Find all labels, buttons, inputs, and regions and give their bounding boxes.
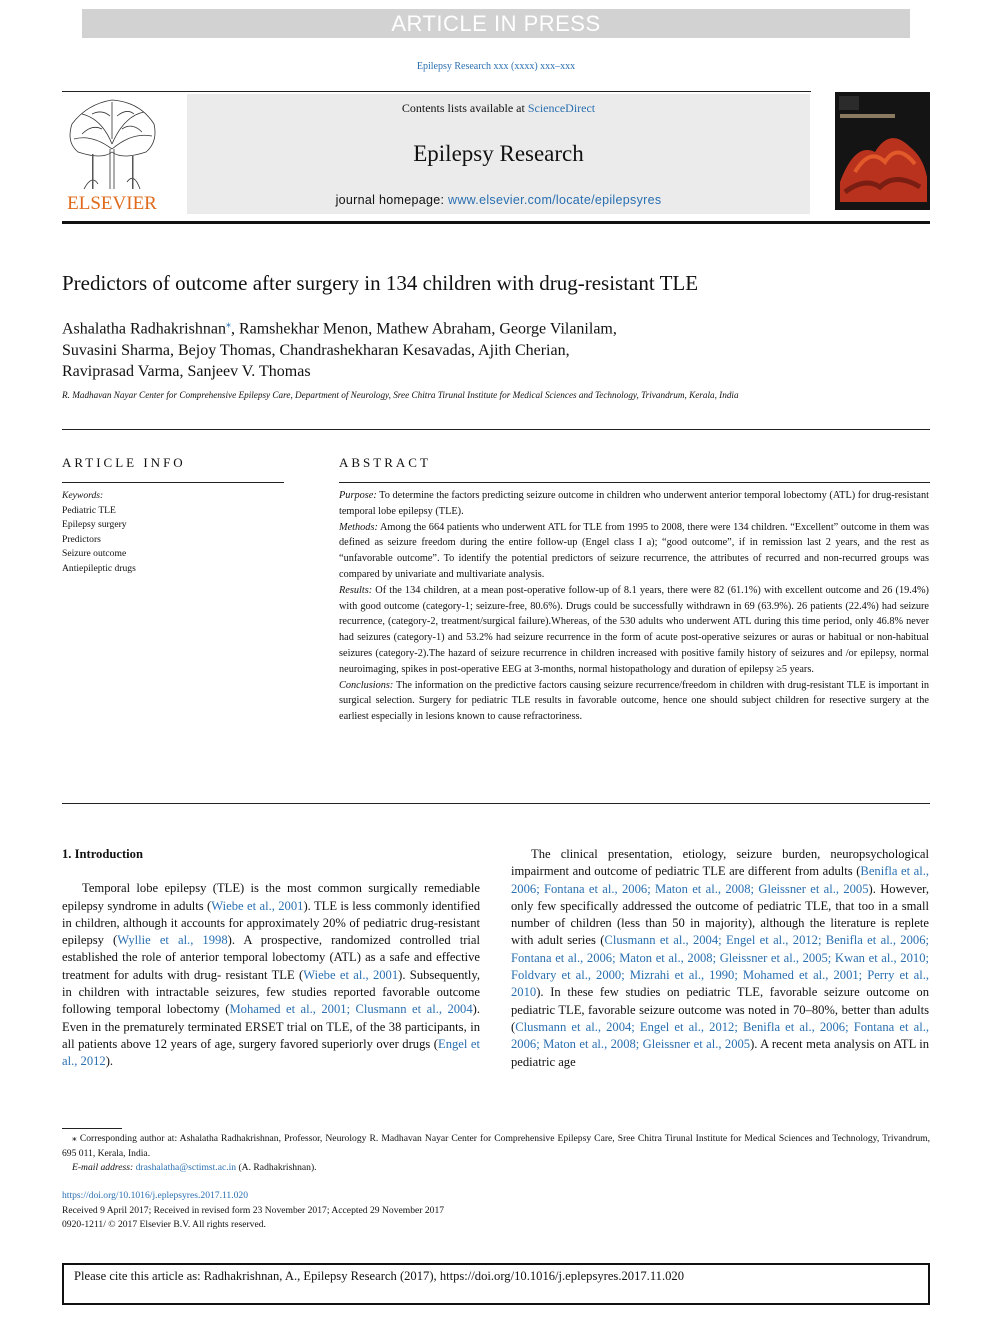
publication-info: [62, 1189, 444, 1233]
coauthors-line-1: , Ramshekhar Menon, Mathew Abraham, George Vilanilam,: [230, 320, 617, 338]
keyword-item: Seizure outcome: [62, 548, 127, 559]
text-run: ). TLE is less commonly identified in children, although it accounts for approximately 20% of pediatric drug-resistant epilepsy (: [62, 898, 480, 948]
journal-homepage: [187, 193, 810, 207]
abstract-heading: ABSTRACT: [339, 455, 431, 470]
reference-link[interactable]: Wiebe et al., 2001: [303, 967, 399, 982]
abstract-conclusions: [339, 678, 929, 725]
doi-link[interactable]: https://doi.org/10.1016/j.eplepsyres.2017.11.020: [62, 1190, 249, 1201]
abstract-purpose: [339, 488, 929, 520]
email-label: E-mail address:: [72, 1162, 136, 1173]
author-list: [62, 314, 922, 383]
purpose-text: To determine the factors predicting seizure outcome in children who underwent anterior temporal lobectomy (ATL) for drug-resistant temporal lobe epilepsy (TLE).: [339, 490, 929, 517]
header-rule: [62, 91, 811, 92]
text-run: ).: [105, 1054, 114, 1069]
text-run: ). A recent meta analysis on ATL in pediatric age: [511, 1037, 929, 1069]
journal-cover-image: [835, 92, 930, 210]
abstract-body: [339, 488, 929, 725]
text-run: ). A prospective, randomized controlled trial established the role of anterior temporal lobectomy (ATL) as a safe and effective treatment for adults with drug- resistant TLE (: [62, 933, 480, 982]
contents-prefix: Contents lists available at: [401, 101, 528, 115]
reference-link[interactable]: Engel et al., 2012: [62, 1036, 480, 1069]
introduction-heading: 1. Introduction: [62, 847, 143, 861]
section-rule: [62, 429, 930, 430]
article-info-heading: ARTICLE INFO: [62, 455, 186, 470]
email-link[interactable]: drashalatha@sctimst.ac.in: [135, 1162, 237, 1173]
contents-line: [187, 101, 810, 116]
footnote-rule: [62, 1128, 122, 1129]
results-text: Of the 134 children, at a mean post-operative follow-up of 8.1 years, there were 82 (61.1%) with excellent outcome and 26 (19.4%) with good outcome (category-1; seizure-free, 80.6%). Drugs could be successfully withdrawn in 69 (63.9%). 26 patients (22.4%) had seizure recurrence, (category-2, treatment/surgical failure).Whereas, of the 530 adults who underwent ATL during this time period, only 46.8% never had seizures (category-1) and 53.2% had seizure recurrence in the form of acute post-operative seizures or auras or habitual or non-habitual seizures (category-2).The hazard of seizure recurrence in children increased with positive family history of seizures and /or epilepsy, normal neuroimaging, spikes in post-operative EEG at 3-months, normal histopathology and duration of epilepsy ≥5 years.: [339, 584, 929, 675]
abstract-rule: [339, 482, 930, 483]
affiliation: R. Madhavan Nayar Center for Comprehensive Epilepsy Care, Department of Neurology, Sree Chitra Tirunal Institute for Medical Sciences and Technology, Trivandrum, Kerala, India: [62, 390, 739, 400]
sciencedirect-link[interactable]: ScienceDirect: [527, 101, 596, 115]
text-run: ). However, only few specifically addressed the outcome of pediatric TLE, that too in a small number of children (less than 50 in majority), although the literature is replete with adult series (: [511, 881, 929, 948]
conclusions-text: The information on the predictive factors causing seizure recurrence/freedom in children with drug-resistant TLE is important in surgical selection. Surgery for pediatric TLE results in favorable outcome, hence one should subject children for resective surgery at the earliest especially in lesions known to cause refractoriness.: [339, 679, 929, 723]
corresponding-author-note: ⁎ Corresponding author at: Ashalatha Radhakrishnan, Professor, Neurology R. Madhavan Nayar Center for Comprehensive Epilepsy Care, Sree Chitra Tirunal Institute for Medical Sciences and Technology, Trivandrum, 695 011, Kerala, India.: [62, 1133, 930, 1159]
body-column-right: [511, 846, 929, 1071]
keyword-item: Predictors: [62, 533, 101, 545]
abstract-end-rule: [62, 803, 930, 804]
email-note: [62, 1161, 930, 1176]
text-run: ). Subsequently, in children with intractable seizures, few studies reported favorable outcome following temporal lobectomy (: [62, 967, 481, 1017]
elsevier-logo: [62, 94, 162, 212]
received-dates: Received 9 April 2017; Received in revised form 23 November 2017; Accepted 29 November 2017: [62, 1204, 445, 1216]
authors-line-1: [62, 314, 922, 340]
keywords-block: [62, 489, 136, 576]
article-info-rule: [62, 482, 284, 483]
journal-citation-line[interactable]: Epilepsy Research xxx (xxxx) xxx–xxx: [416, 61, 576, 72]
reference-link[interactable]: Benifla et al., 2006; Fontana et al., 2006; Maton et al., 2008; Gleissner et al., 2005: [511, 864, 929, 896]
corresponding-author: Ashalatha Radhakrishnan: [62, 320, 226, 338]
text-run: The clinical presentation, etiology, seizure burden, neuropsychological impairment and outcome of pediatric TLE are different from adults (: [511, 847, 929, 879]
article-in-press-banner: ARTICLE IN PRESS: [82, 9, 910, 38]
results-label: Results:: [339, 584, 373, 596]
methods-text: Among the 664 patients who underwent ATL for TLE from 1995 to 2008, there were 134 children. “Excellent” outcome in them was defined as seizure freedom during the entire follow-up (Engel class I a); “good outcome”, if in remission last 2 years, and the rest as “unfavorable outcome”. To identify the potential predictors of seizure recurrence, the attributes of recurred and non-recurred groups was compared by univariate and multivariate analysis.: [339, 521, 929, 580]
reference-link[interactable]: Mohamed et al., 2001; Clusmann et al., 2004: [229, 1002, 473, 1017]
journal-title: Epilepsy Research: [413, 141, 584, 166]
purpose-label: Purpose:: [339, 490, 377, 501]
keywords-label: Keywords:: [62, 490, 104, 501]
conclusions-label: Conclusions:: [339, 679, 394, 691]
abstract-results: [339, 583, 929, 678]
copyright-line: 0920-1211/ © 2017 Elsevier B.V. All rights reserved.: [62, 1219, 266, 1230]
keyword-item: Epilepsy surgery: [62, 519, 127, 530]
reference-link[interactable]: Wyllie et al., 1998: [117, 933, 228, 948]
keyword-item: Antiepileptic drugs: [62, 562, 136, 574]
text-run: Temporal lobe epilepsy (TLE) is the most common surgically remediable epilepsy syndrome in adults (: [62, 881, 480, 913]
homepage-link[interactable]: www.elsevier.com/locate/epilepsyres: [448, 193, 662, 207]
corresponding-mark[interactable]: ⁎: [225, 319, 231, 330]
elsevier-tree-icon: [62, 94, 162, 212]
reference-link[interactable]: Wiebe et al., 2001: [211, 898, 304, 913]
intro-paragraph-2: [511, 846, 929, 1071]
cover-art-icon: [835, 92, 930, 210]
article-title: Predictors of outcome after surgery in 134 children with drug-resistant TLE: [62, 271, 699, 295]
keyword-item: Pediatric TLE: [62, 504, 116, 516]
body-column-left: [62, 846, 480, 1071]
intro-paragraph-1: [62, 880, 480, 1070]
reference-link[interactable]: Clusmann et al., 2004; Engel et al., 2012; Benifla et al., 2006; Fontana et al., 2006; Maton et al., 2008; Gleissner et al., 2005; Kwan et al., 2010; Foldvary et al., 2000; Mizrahi et al., 1990; Mohamed et al., 2001; Perry et al., 2010: [511, 933, 929, 1000]
header-thick-rule: [62, 221, 930, 224]
text-run: ). Even in the prematurely terminated ERSET trial on TLE, of the 38 participants, in all patients above 12 years of age, surgery favored superiorly over drugs (: [62, 1002, 480, 1051]
publisher-wordmark: ELSEVIER: [67, 193, 157, 212]
authors-line-3: Raviprasad Varma, Sanjeev V. Thomas: [62, 363, 311, 381]
methods-label: Methods:: [339, 521, 378, 533]
email-suffix: (A. Radhakrishnan).: [236, 1162, 317, 1173]
authors-line-2: Suvasini Sharma, Bejoy Thomas, Chandrashekharan Kesavadas, Ajith Cherian,: [62, 341, 570, 359]
cite-instruction: Please cite this article as: Radhakrishnan, A., Epilepsy Research (2017), https://doi.org/10.1016/j.eplepsyres.2017.11.020: [74, 1269, 684, 1283]
text-run: ). In these few studies on pediatric TLE, favorable seizure outcome on pediatric TLE, favorable seizure outcome was noted in 70–80%, better than adults (: [511, 985, 929, 1034]
footnote: [62, 1132, 930, 1176]
abstract-methods: [339, 520, 929, 583]
homepage-prefix: journal homepage:: [335, 193, 449, 207]
reference-link[interactable]: Clusmann et al., 2004; Engel et al., 2012; Benifla et al., 2006; Fontana et al., 2006; Maton et al., 2008; Gleissner et al., 2005: [511, 1019, 929, 1052]
